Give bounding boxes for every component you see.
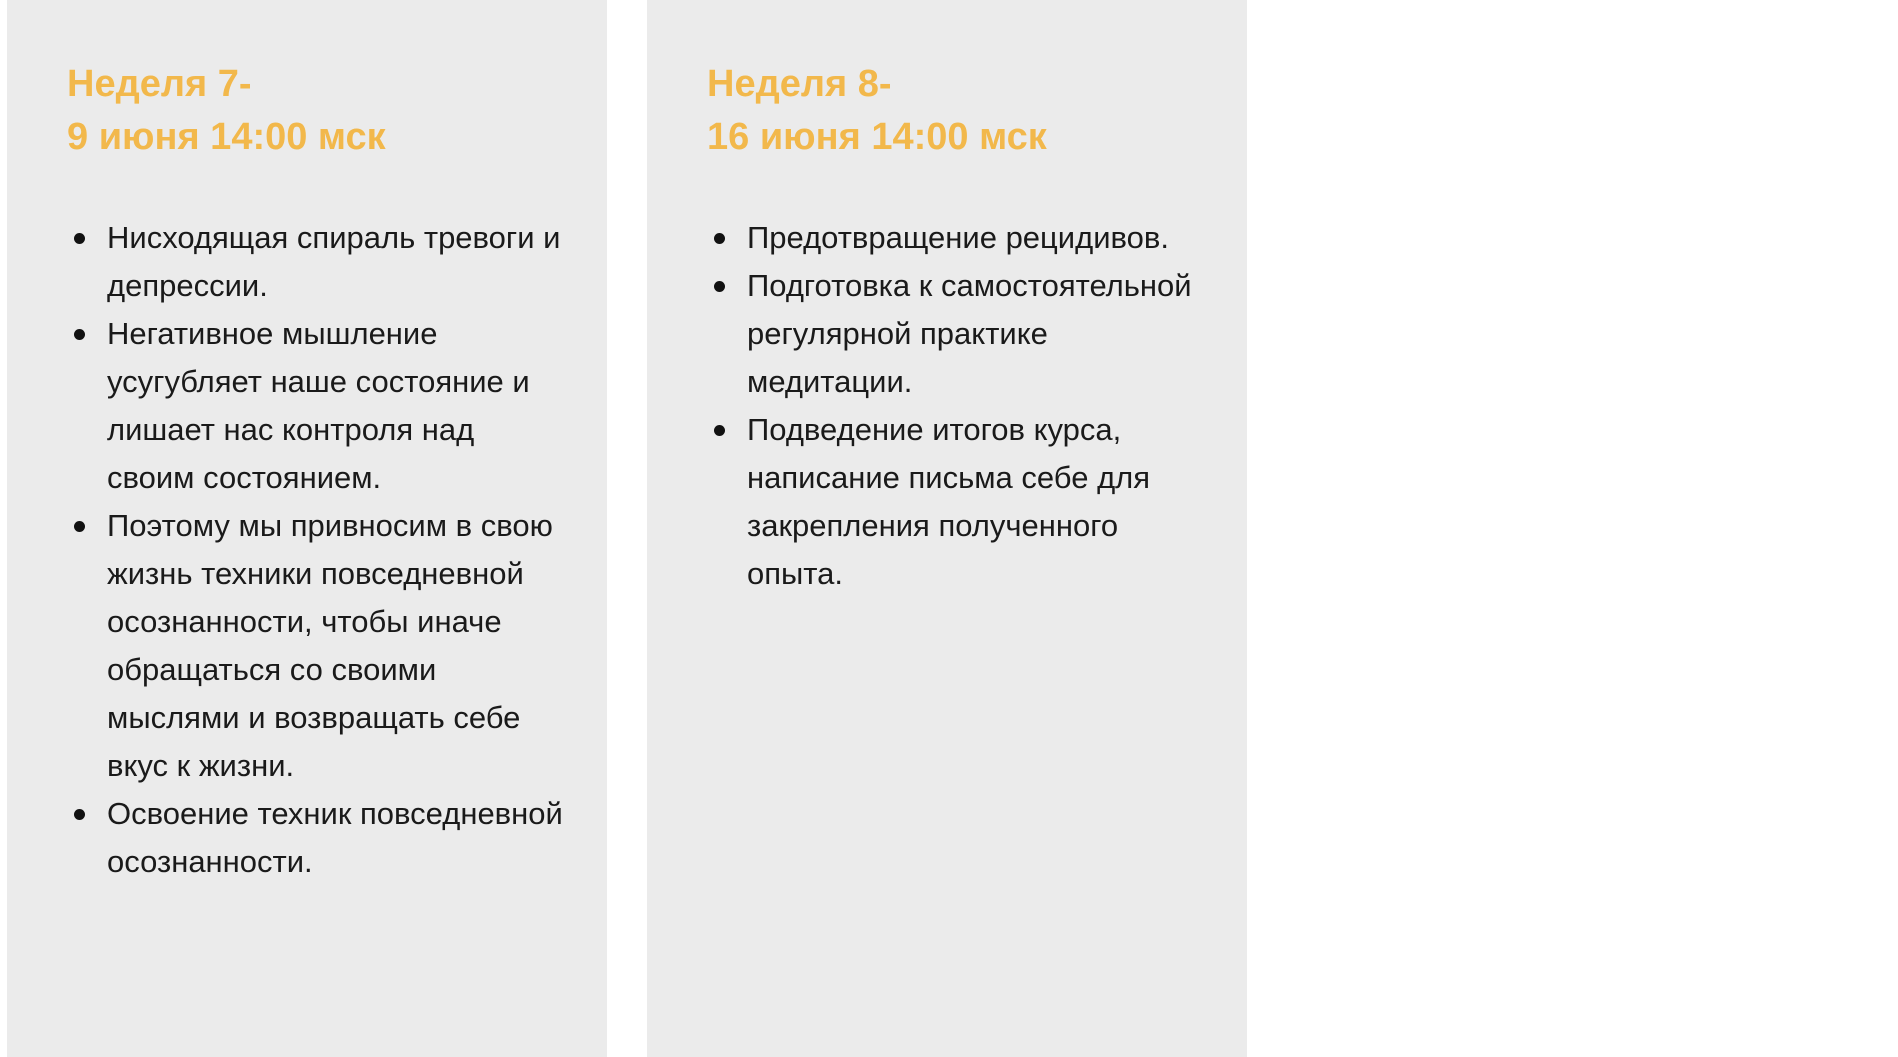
week-8-topic-list xyxy=(707,214,1207,598)
list-item: Освоение техник повседневной осознанности. xyxy=(107,790,567,886)
list-item: Поэтому мы привносим в свою жизнь техники повседневной осознанности, чтобы иначе обращаться со своими мыслями и возвращать себе вкус к жизни. xyxy=(107,502,567,790)
list-item: Подведение итогов курса, написание письма себе для закрепления полученного опыта. xyxy=(747,406,1207,598)
week-8-heading xyxy=(707,58,1047,164)
week-7-topic-list xyxy=(67,214,567,886)
week-8-card xyxy=(647,0,1247,1057)
week-7-card xyxy=(7,0,607,1057)
list-item: Нисходящая спираль тревоги и депрессии. xyxy=(107,214,567,310)
week-7-title: Неделя 7- xyxy=(67,63,252,105)
week-8-date: 16 июня 14:00 мск xyxy=(707,116,1047,158)
week-7-heading xyxy=(67,58,386,164)
list-item: Негативное мышление усугубляет наше состояние и лишает нас контроля над своим состоянием. xyxy=(107,310,567,502)
week-7-date: 9 июня 14:00 мск xyxy=(67,116,386,158)
list-item: Предотвращение рецидивов. xyxy=(747,214,1207,262)
list-item: Подготовка к самостоятельной регулярной практике медитации. xyxy=(747,262,1207,406)
week-8-title: Неделя 8- xyxy=(707,63,892,105)
